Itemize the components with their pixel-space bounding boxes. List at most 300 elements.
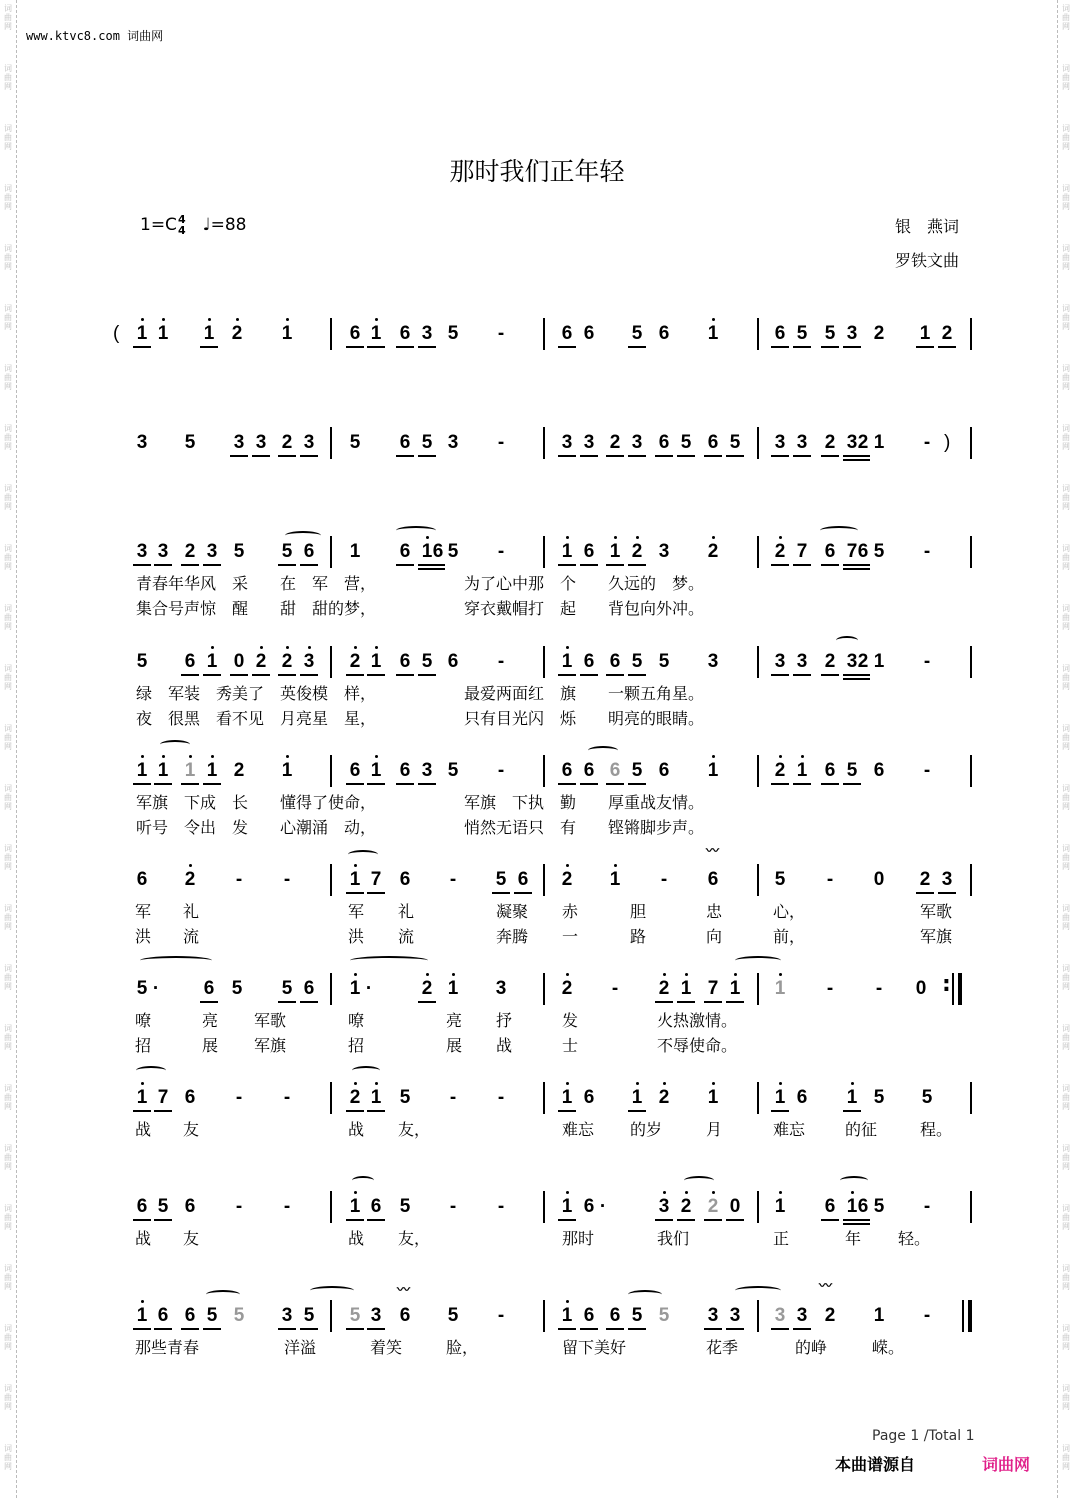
lyric-word: 友， [398,1229,431,1248]
side-watermark-text: 词 曲 网 [4,724,12,751]
note: 6 [658,760,670,781]
note: 1 [561,541,573,562]
eighth-underline [771,346,789,348]
note: 5 [233,541,245,562]
eighth-underline [367,892,385,894]
lyric-word: 展 [202,1036,219,1055]
eighth-underline [278,1001,296,1003]
barline [330,1191,332,1223]
note: 3 [631,432,643,453]
barline [970,318,972,350]
note: 5 [631,1305,643,1326]
note: 2 [658,978,670,999]
eighth-underline [916,346,934,348]
lyric-verse-1: 青春年华风 采 在 军 营， 为了心中那 个 久远的 梦。 [136,574,705,593]
lyric-word: 一 [562,927,579,946]
eighth-underline [278,1328,296,1330]
octave-high-dot [452,973,455,976]
octave-high-dot [162,318,165,321]
note: 5 [921,1087,933,1108]
lyric-word: 的岁 [630,1120,663,1139]
eighth-underline [771,564,789,566]
side-watermark-text: 词 曲 网 [4,544,12,571]
eighth-underline [771,783,789,785]
barline [330,1082,332,1114]
octave-high-dot [614,536,617,539]
eighth-underline [821,564,839,566]
note: 2 [421,978,433,999]
eighth-underline [346,1328,364,1330]
octave-high-dot [354,1082,357,1085]
eighth-underline [300,564,318,566]
note: 3 [846,651,858,672]
side-watermark-text: 词 曲 网 [4,184,12,211]
slur-tie [836,636,858,645]
note: 2 [824,651,836,672]
side-watermark-text: 词 曲 网 [4,1324,12,1351]
eighth-underline [655,455,673,457]
lyric-word: 战 [135,1229,152,1248]
note: 5 [206,1305,218,1326]
note: 6 [399,323,411,344]
note: 2 [857,651,869,672]
key-signature: 1=C [140,215,177,235]
note: 6 [824,760,836,781]
note: 6 [399,541,411,562]
note: 1 [370,760,382,781]
eighth-underline [346,1110,364,1112]
note: 5 [824,323,836,344]
parenthesis: ( [113,323,120,344]
side-watermark-text: 词 曲 网 [4,124,12,151]
eighth-underline [793,1328,811,1330]
note: 5 [233,1305,245,1326]
eighth-underline [418,674,436,676]
eighth-underline [154,1219,172,1221]
note: 2 [919,869,931,890]
barline [757,864,759,896]
barline [970,1191,972,1223]
lyric-word: 难忘 [773,1120,806,1139]
end-barline-thin [962,1300,964,1332]
side-watermark-text: 词 曲 网 [4,1444,12,1471]
dash-extension: - [283,869,291,890]
side-watermark-text: 词 曲 网 [1062,1024,1070,1051]
note: 5 [873,1196,885,1217]
lyric-verse-1: 军旗 下成 长 懂得了使命， 军旗 下执 勤 厚重战友情。 [136,793,705,812]
lyric-word: 抒 [496,1011,513,1030]
dash-extension: - [235,869,243,890]
note: 1 [873,1305,885,1326]
eighth-underline [628,346,646,348]
lyric-word: 正 [773,1229,790,1248]
octave-high-dot [685,973,688,976]
barline [757,427,759,459]
note: 1 [873,651,885,672]
eighth-underline [843,783,861,785]
eighth-underline [396,783,414,785]
octave-high-dot [712,1191,715,1194]
dash-extension: - [497,1196,505,1217]
note: 3 [281,1305,293,1326]
dash-extension: - [875,978,883,999]
note: 3 [136,432,148,453]
note: 5 [495,869,507,890]
note: 6 [561,760,573,781]
octave-high-dot [566,864,569,867]
note: 1 [349,978,361,999]
octave-high-dot [141,1300,144,1303]
slur-tie [140,956,212,965]
eighth-underline [396,455,414,457]
note: 1 [447,978,459,999]
note: 3 [658,1196,670,1217]
slur-tie [206,1290,240,1299]
note: 2 [281,651,293,672]
note: 3 [729,1305,741,1326]
note: 3 [941,869,953,890]
side-watermark-text: 词 曲 网 [1062,1264,1070,1291]
lyric-word: 战 [348,1229,365,1248]
note: 5 [658,651,670,672]
lyric-word: 军旗 [254,1036,287,1055]
note: 5 [136,978,148,999]
side-watermark-text: 词 曲 网 [4,244,12,271]
side-watermark-text: 词 曲 网 [4,784,12,811]
eighth-underline [856,455,870,457]
eighth-underline [793,783,811,785]
end-barline-thick [968,1300,972,1332]
note: 6 [873,760,885,781]
note: 2 [349,651,361,672]
eighth-underline [133,1328,151,1330]
slur-tie [160,740,190,749]
eighth-underline [492,892,510,894]
note: 2 [184,541,196,562]
note: 1 [609,869,621,890]
octave-high-dot [614,864,617,867]
lyric-word: 洪 [348,927,365,946]
octave-high-dot [189,864,192,867]
lyric-word: 战 [135,1120,152,1139]
octave-high-dot [208,318,211,321]
sixteenth-underline [856,459,870,461]
sixteenth-underline [856,678,870,680]
dash-extension: - [923,760,931,781]
eighth-underline [793,674,811,676]
eighth-underline [367,346,385,348]
eighth-underline [514,892,532,894]
note: 1 [729,978,741,999]
lyric-word: 军旗 [920,927,953,946]
eighth-underline [558,346,576,348]
eighth-underline [181,1328,199,1330]
barline [543,1191,545,1223]
lyric-word: 招 [135,1036,152,1055]
note: 1 [203,323,215,344]
barline [543,755,545,787]
note: 2 [680,1196,692,1217]
note: 6 [136,1196,148,1217]
octave-high-dot [566,536,569,539]
octave-high-dot [286,646,289,649]
note: 1 [349,869,361,890]
note: 3 [370,1305,382,1326]
barline [330,536,332,568]
eighth-underline [367,1328,385,1330]
eighth-underline [133,564,151,566]
eighth-underline [793,346,811,348]
eighth-underline [856,674,870,676]
note: 1 [561,651,573,672]
note: 6 [609,1305,621,1326]
note: 6 [583,1087,595,1108]
side-watermark-text: 词 曲 网 [4,964,12,991]
augmentation-dot: · [365,978,373,999]
time-top: 4 [177,213,186,226]
lyric-word: 赤 [562,902,579,921]
octave-high-dot [236,318,239,321]
side-watermark-text: 词 曲 网 [4,1084,12,1111]
note: 6 [658,432,670,453]
octave-high-dot [375,1082,378,1085]
barline [543,536,545,568]
note: 5 [136,651,148,672]
slur-tie [285,531,321,540]
eighth-underline [133,1219,151,1221]
note: 6 [303,541,315,562]
octave-high-dot [354,1191,357,1194]
repeat-barline-thin [952,973,954,1005]
eighth-underline [606,783,624,785]
lyric-word: 那些青春 [135,1338,200,1357]
note: 1 [796,760,808,781]
octave-high-dot [566,1191,569,1194]
note: 6 [658,323,670,344]
eighth-underline [726,1328,744,1330]
eighth-underline [346,892,364,894]
octave-high-dot [426,973,429,976]
note: 0 [729,1196,741,1217]
note: 6 [583,1305,595,1326]
lyric-word: 胆 [630,902,647,921]
eighth-underline [704,1001,722,1003]
dash-extension: - [497,1305,505,1326]
lyric-word: 的峥 [795,1338,828,1357]
barline [330,318,332,350]
slur-tie [628,1290,662,1299]
eighth-underline [771,1328,789,1330]
note: 1 [774,978,786,999]
lyric-word: 流 [183,927,200,946]
eighth-underline [655,1219,673,1221]
note: 6 [203,978,215,999]
barline [970,755,972,787]
note: 3 [774,432,786,453]
eighth-underline [558,455,576,457]
eighth-underline [704,1219,722,1221]
slur-tie [348,850,378,859]
octave-high-dot [663,973,666,976]
sixteenth-underline [431,568,445,570]
eighth-underline [133,1110,151,1112]
note: 5 [631,760,643,781]
side-watermark-text: 词 曲 网 [1062,184,1070,211]
note: 2 [233,760,245,781]
composer-credit: 罗铁文曲 [895,251,960,270]
note: 3 [583,432,595,453]
note: 1 [136,1087,148,1108]
slur-tie [136,1066,166,1075]
eighth-underline [154,564,172,566]
note: 5 [399,1196,411,1217]
note: 2 [255,651,267,672]
eighth-underline [677,455,695,457]
slur-tie [310,1286,354,1295]
eighth-underline [771,1110,789,1112]
note: 6 [824,1196,836,1217]
note: 2 [824,1305,836,1326]
note: 2 [231,323,243,344]
octave-high-dot [354,864,357,867]
note: 1 [846,1087,858,1108]
note: 1 [873,432,885,453]
side-watermark-text: 词 曲 网 [4,904,12,931]
note: 7 [846,541,858,562]
site-url: www.ktvc8.com 词曲网 [26,29,164,43]
octave-high-dot [211,755,214,758]
eighth-underline [300,1001,318,1003]
note: 5 [157,1196,169,1217]
repeat-barline-thick [958,973,962,1005]
key-and-tempo [140,214,247,236]
lyric-word: 礼 [183,902,200,921]
lyric-word: 我们 [657,1229,690,1248]
side-watermark-text: 词 曲 网 [1062,1144,1070,1171]
eighth-underline [677,1219,695,1221]
barline [543,427,545,459]
eighth-underline [628,455,646,457]
eighth-underline [843,346,861,348]
note: 5 [399,1087,411,1108]
eighth-underline [200,1001,218,1003]
dash-extension: - [923,1196,931,1217]
eighth-underline [278,674,296,676]
octave-high-dot [141,318,144,321]
side-watermark-text: 词 曲 网 [4,1204,12,1231]
octave-high-dot [566,646,569,649]
note: 5 [421,432,433,453]
eighth-underline [418,783,436,785]
note: 1 [561,1087,573,1108]
eighth-underline [821,783,839,785]
barline [757,646,759,678]
eighth-underline [704,1328,722,1330]
octave-high-dot [141,1082,144,1085]
lyric-word: 留下美好 [562,1338,627,1357]
note: 5 [447,1305,459,1326]
time-signature [178,214,186,236]
note: 1 [184,760,196,781]
note: 7 [796,541,808,562]
note: 1 [349,541,361,562]
note: 5 [349,432,361,453]
note: 5 [231,978,243,999]
lyric-word: 脸， [446,1338,479,1357]
note: 2 [824,432,836,453]
side-watermark-text: 词 曲 网 [1062,1324,1070,1351]
side-watermark-text: 词 曲 网 [1062,964,1070,991]
lyric-word: 军歌 [920,902,953,921]
mordent-mark: 〰 [819,1279,833,1294]
note: 1 [707,760,719,781]
note: 1 [281,760,293,781]
note: 5 [421,651,433,672]
octave-high-dot [286,755,289,758]
eighth-underline [431,564,445,566]
eighth-underline [843,1110,861,1112]
eighth-underline [771,674,789,676]
note: 3 [774,651,786,672]
note: 1 [157,760,169,781]
note: 3 [707,651,719,672]
note: 5 [303,1305,315,1326]
octave-high-dot [375,318,378,321]
octave-high-dot [779,755,782,758]
note: 0 [873,869,885,890]
lyric-verse-2: 夜 很黑 看不见 月亮星 星， 只有目光闪 烁 明亮的眼睛。 [136,709,705,728]
note: 3 [421,760,433,781]
lyric-word: 嘹 [348,1011,365,1030]
eighth-underline [154,1328,172,1330]
lyricist-credit: 银 燕词 [895,217,960,236]
note: 6 [184,1196,196,1217]
slur-tie [352,1066,380,1075]
eighth-underline [300,674,318,676]
barline [757,755,759,787]
lyric-word: 洋溢 [284,1338,317,1357]
eighth-underline [558,564,576,566]
note: 5 [281,978,293,999]
eighth-underline [300,455,318,457]
note: 1 [707,1087,719,1108]
octave-high-dot [851,1082,854,1085]
lyric-word: 招 [348,1036,365,1055]
eighth-underline [628,1328,646,1330]
dash-extension: - [235,1087,243,1108]
octave-high-dot [712,755,715,758]
side-watermark-text: 词 曲 网 [1062,244,1070,271]
octave-high-dot [141,755,144,758]
lyric-word: 洪 [135,927,152,946]
note: 0 [915,978,927,999]
eighth-underline [916,892,934,894]
octave-high-dot [189,755,192,758]
lyric-word: 月 [706,1120,723,1139]
note: 2 [857,432,869,453]
slur-tie [735,956,781,965]
octave-high-dot [566,1300,569,1303]
lyric-word: 不辱使命。 [657,1036,738,1055]
eighth-underline [230,674,248,676]
side-watermark-text: 词 曲 网 [4,1024,12,1051]
side-watermark-text: 词 曲 网 [4,64,12,91]
side-watermark-text: 词 曲 网 [1062,904,1070,931]
note: 2 [941,323,953,344]
note: 1 [561,1305,573,1326]
note: 6 [774,323,786,344]
side-watermark-text: 词 曲 网 [1062,544,1070,571]
